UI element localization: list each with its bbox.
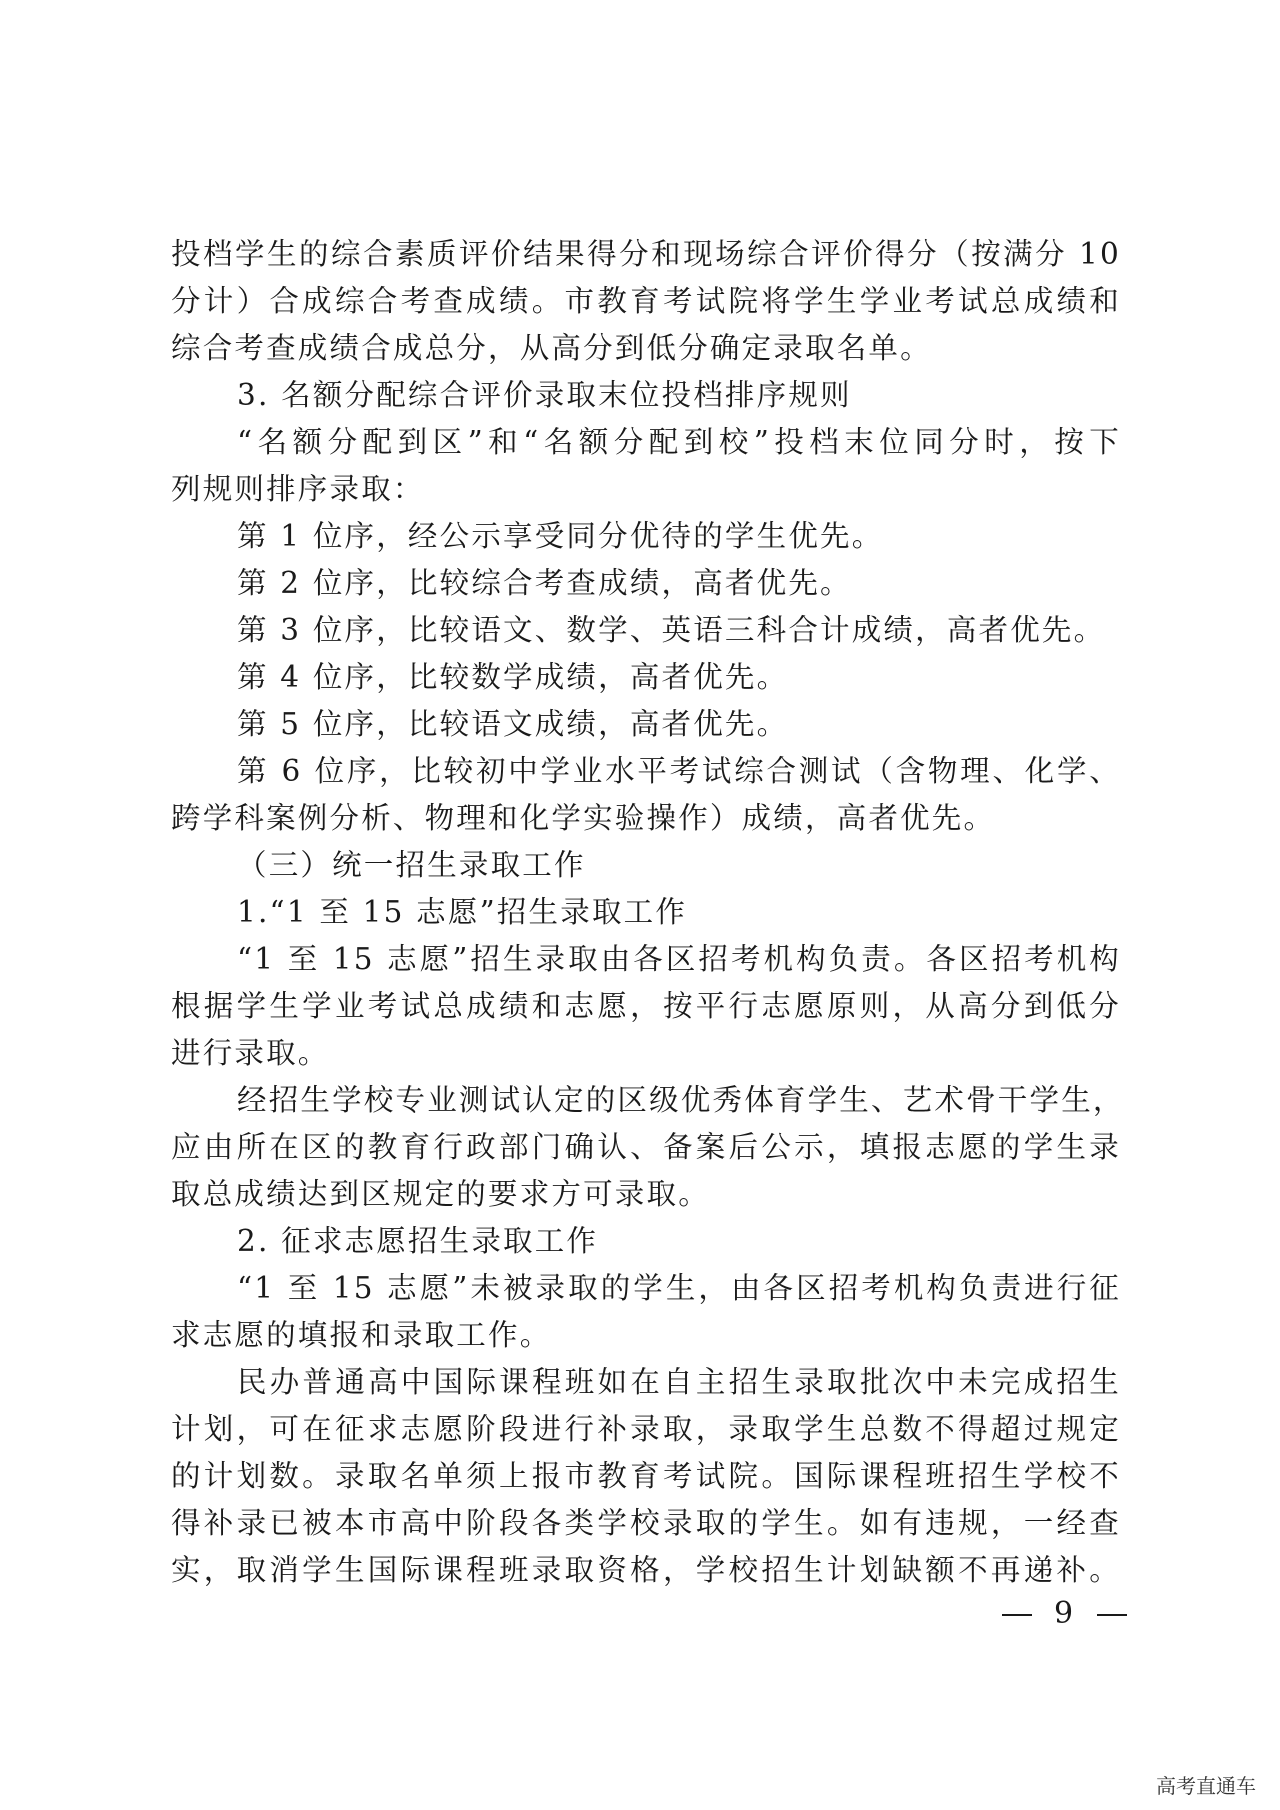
section-heading: 3. 名额分配综合评价录取末位投档排序规则: [237, 378, 852, 412]
text-line: 应由所在区的教育行政部门确认、备案后公示，填报志愿的学生录: [171, 1130, 1121, 1164]
text-line: 进行录取。: [171, 1036, 330, 1070]
page-number-value: 9: [1054, 1596, 1076, 1631]
list-item: 第 5 位序，比较语文成绩，高者优先。: [237, 707, 789, 741]
text-line: 综合考查成绩合成总分，从高分到低分确定录取名单。: [171, 331, 932, 365]
section-heading: （三）统一招生录取工作: [237, 848, 586, 882]
page-number: [1002, 1594, 1127, 1634]
list-item: 第 4 位序，比较数学成绩，高者优先。: [237, 660, 789, 694]
text-line: “1 至 15 志愿”未被录取的学生，由各区招考机构负责进行征: [237, 1271, 1121, 1305]
list-item: 第 2 位序，比较综合考查成绩，高者优先。: [237, 566, 852, 600]
section-heading: 1.“1 至 15 志愿”招生录取工作: [237, 895, 688, 929]
text-line: 得补录已被本市高中阶段各类学校录取的学生。如有违规，一经查: [171, 1506, 1121, 1540]
text-line: 投档学生的综合素质评价结果得分和现场综合评价得分（按满分 10: [171, 237, 1121, 271]
text-line: 实，取消学生国际课程班录取资格，学校招生计划缺额不再递补。: [171, 1553, 1121, 1587]
text-line: 的计划数。录取名单须上报市教育考试院。国际课程班招生学校不: [171, 1459, 1121, 1493]
list-item: 第 6 位序，比较初中学业水平考试综合测试（含物理、化学、: [237, 754, 1121, 788]
text-line: 分计）合成综合考查成绩。市教育考试院将学生学业考试总成绩和: [171, 284, 1121, 318]
text-line: “1 至 15 志愿”招生录取由各区招考机构负责。各区招考机构: [237, 942, 1121, 976]
section-heading: 2. 征求志愿招生录取工作: [237, 1224, 599, 1258]
text-line: 根据学生学业考试总成绩和志愿，按平行志愿原则，从高分到低分: [171, 989, 1121, 1023]
page-number-dash-left: [1002, 1614, 1032, 1616]
text-line: 列规则排序录取：: [171, 472, 425, 506]
list-item: 第 3 位序，比较语文、数学、英语三科合计成绩，高者优先。: [237, 613, 1106, 647]
list-item: 第 1 位序，经公示享受同分优待的学生优先。: [237, 519, 884, 553]
watermark: 高考直通车: [1156, 1774, 1256, 1798]
text-line: 计划，可在征求志愿阶段进行补录取，录取学生总数不得超过规定: [171, 1412, 1121, 1446]
text-line: 求志愿的填报和录取工作。: [171, 1318, 552, 1352]
text-line: 经招生学校专业测试认定的区级优秀体育学生、艺术骨干学生，: [237, 1083, 1125, 1117]
text-line: 民办普通高中国际课程班如在自主招生录取批次中未完成招生: [237, 1365, 1121, 1399]
text-line: “名额分配到区”和“名额分配到校”投档末位同分时，按下: [237, 425, 1121, 459]
text-line: 取总成绩达到区规定的要求方可录取。: [171, 1177, 710, 1211]
text-line: 跨学科案例分析、物理和化学实验操作）成绩，高者优先。: [171, 801, 996, 835]
page-number-dash-right: [1097, 1614, 1127, 1616]
